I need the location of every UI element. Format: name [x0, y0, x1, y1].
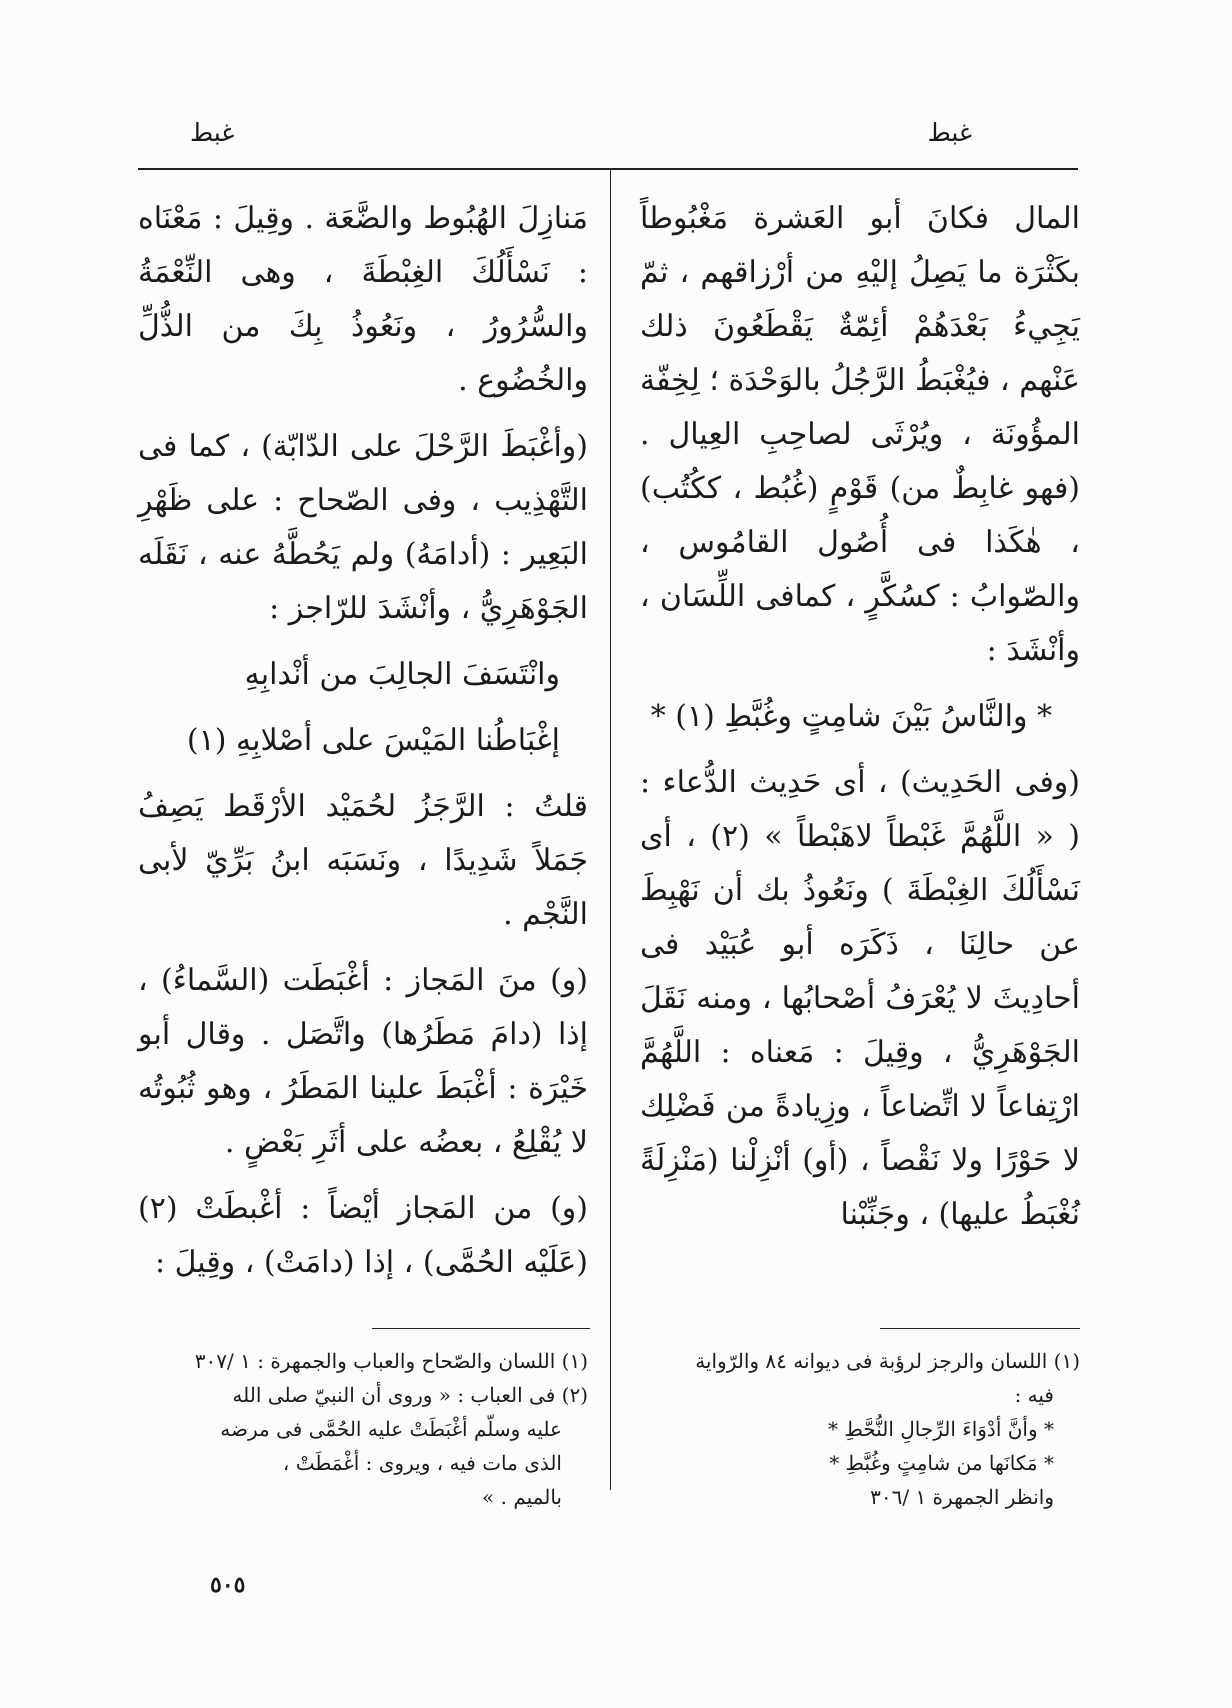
- left-paragraph-1: مَنازِلَ الهُبُوط والضَّعَة . وقِيلَ : مَعْنَاه : نَسْأَلُكَ الغِبْطَةَ ، وهى النِّعْمَةُ والسُّرُورُ ، ونَعُوذُ بِكَ من الذُّلِّ والخُضُوع .: [138, 201, 588, 398]
- footnote-line: * مَكانَها من شامِتٍ وغُبَّطِ *: [829, 1451, 1054, 1475]
- header-headword-right: غبط: [927, 118, 972, 147]
- footnote-line: (١) اللسان والصّحاح والعباب والجمهرة : ١ /٣٠٧: [194, 1349, 588, 1373]
- right-column: [640, 192, 1080, 1254]
- footnote-line: (١) اللسان والرجز لرؤبة فى ديوانه ٨٤ والرّواية: [695, 1349, 1080, 1373]
- right-verse-1: * والنَّاسُ بَيْنَ شامِتٍ وغُبَّطِ (١) *: [650, 699, 1052, 734]
- footnote-line: (٢) فى العباب : « وروى أن النبيّ صلى الله: [232, 1383, 588, 1407]
- footnote-line: الذى مات فيه ، ويروى : أغْمَطَتْ ،: [282, 1451, 562, 1475]
- column-divider: [610, 168, 611, 1490]
- left-paragraph-3: قلتُ : الرَّجَزُ لحُمَيْد الأرْقَط يَصِفُ جَمَلاً شَدِيدًا ، ونَسَبَه ابنُ بَرِّيّ لأبى النَّجْم .: [138, 789, 588, 932]
- footnotes-right: [640, 1344, 1080, 1514]
- footnote-line: * وأنَّ أدْوَاءَ الرِّجالِ النُّحَّطِ *: [827, 1417, 1054, 1441]
- right-paragraph-2: (وفى الحَدِيث) ، أى حَدِيث الدُّعاء : ( « اللَّهُمَّ غَبْطاً لاهَبْطاً » (٢) ، أى نَسْأَلُكَ الغِبْطَةَ ) ونَعُوذُ بك أن نَهْبِطَ عن حالِنَا ، ذَكَرَه أبو عُبَيْد فى أحادِيثَ لا يُعْرَفُ أصْحابُها ، ومنه نَقَلَ الجَوْهَرِيُّ ، وقِيلَ : مَعناه : اللَّهُمَّ ارْتِفاعاً لا اتِّضاعاً ، وزِيادةً من فَضْلِك لا حَوْرًا ولا نَقْصاً ، (أو) أنْزِلْنا (مَنْزِلَةً نُغْبَطُ عليها) ، وجَنِّبْنا: [640, 765, 1080, 1232]
- footnote-rule-right: [880, 1328, 1080, 1329]
- footnote-rule-left: [372, 1328, 590, 1329]
- right-paragraph-1: المال فكانَ أبو العَشرة مَغْبُوطاً بكَثْرَة ما يَصِلُ إليْهِ من أرْزاقهم ، ثمّ يَجِيءُ بَعْدَهُمْ أئِمّةٌ يَقْطَعُونَ ذلك عَنْهم ، فيُغْبَطُ الرَّجُلُ بالوَحْدَة ؛ لِخِفّة المؤُونَة ، ويُرْثَى لصاحِبِ العِيال . (فهو غابِطٌ من) قَوْمٍ (غُبُط ، ككُتُب) ، هٰكَذا فى أُصُول القامُوس ، والصّوابُ : كسُكَّرٍ ، كمافى اللِّسَان ، وأنْشَدَ :: [640, 201, 1080, 668]
- left-column: [138, 192, 588, 1302]
- footnote-line: وانظر الجمهرة ١ /٣٠٦: [870, 1485, 1054, 1509]
- page-number: ٥٠٥: [210, 1572, 246, 1598]
- header-headword-left: غبط: [190, 118, 235, 147]
- left-verse-1: وانْتَسَفَ الجالِبَ من أنْدابِهِ: [244, 657, 560, 692]
- footnote-line: بالميم . »: [482, 1485, 562, 1509]
- left-paragraph-4: (و) منَ المَجاز : أغْبَطَت (السَّماءُ) ، إذا (دامَ مَطَرُها) واتَّصَل . وقال أبو خَيْرَة : أغْبَطَ علينا المَطَرُ ، وهو ثُبُوتُه لا يُقْلِعُ ، بعضُه على أثَرِ بَعْضٍ .: [138, 963, 588, 1160]
- left-paragraph-5: (و) من المَجاز أيْضاً : أغْبطَتْ (٢) (عَلَيْه الحُمَّى) ، إذا (دامَتْ) ، وقِيلَ :: [138, 1191, 588, 1280]
- footnote-line: عليه وسلّم أغْبَطَتْ عليه الحُمَّى فى مرضه: [220, 1417, 562, 1441]
- header-rule: [138, 168, 1078, 170]
- footnote-line: فيه :: [1014, 1383, 1054, 1407]
- left-verse-2: إغْبَاطُنا المَيْسَ على أصْلابِهِ (١): [186, 723, 560, 758]
- footnotes-left: [138, 1344, 588, 1514]
- left-paragraph-2: (وأغْبَطَ الرَّحْلَ على الدّابّة) ، كما فى التَّهْذِيب ، وفى الصّحاح : على ظَهْرِ البَعِير : (أدامَهُ) ولم يَحُطَّهُ عنه ، نَقَلَه الجَوْهَرِيُّ ، وأنْشَدَ للرّاجز :: [138, 429, 588, 626]
